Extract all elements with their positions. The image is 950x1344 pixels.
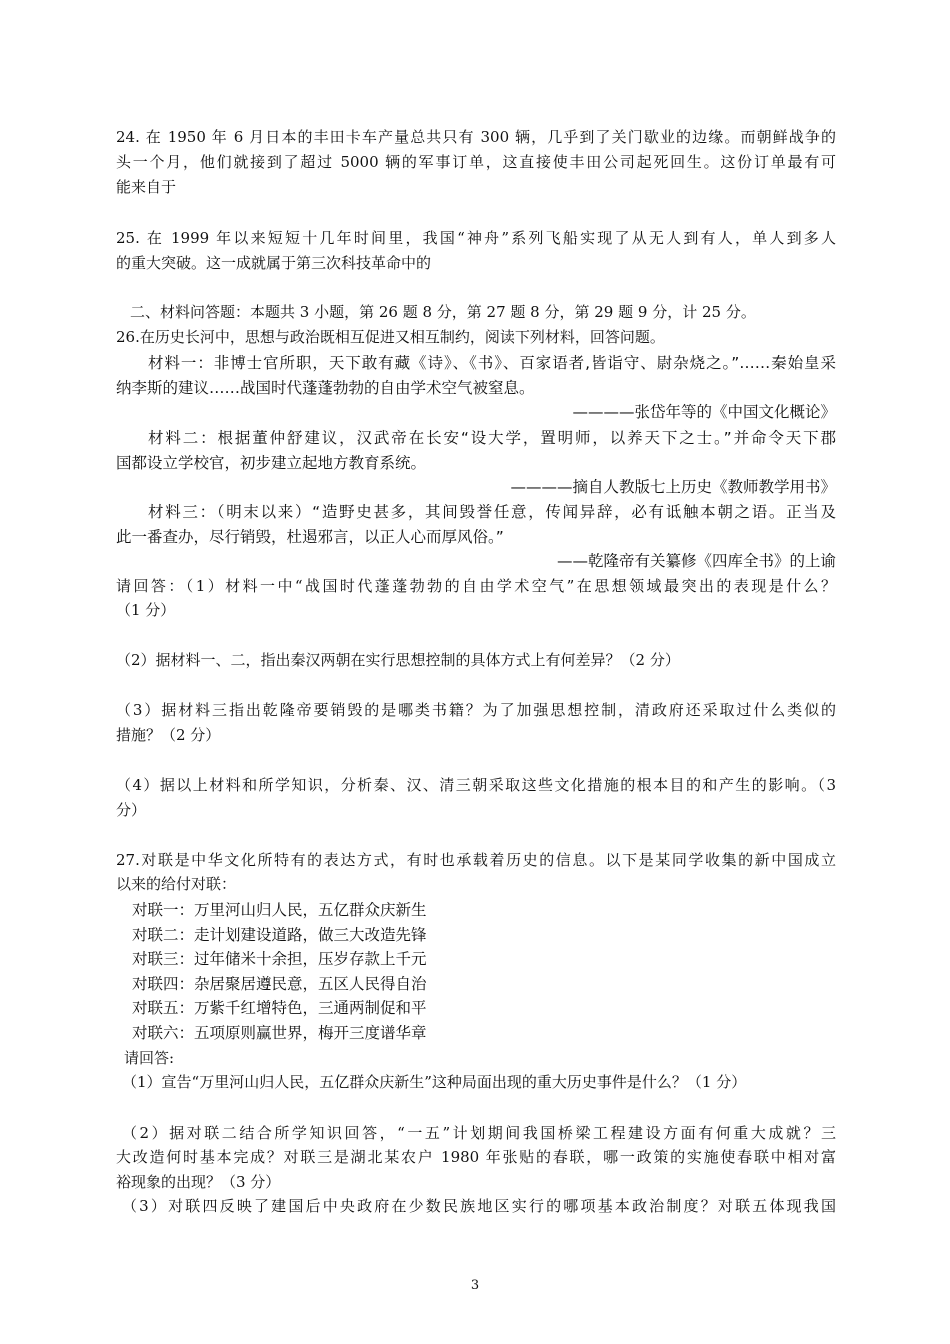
q27-couplet-1: 对联一：万里河山归人民，五亿群众庆新生 bbox=[132, 901, 427, 919]
q26-material-2-source: ————摘自人教版七上历史《教师教学用书》 bbox=[510, 478, 836, 496]
q26-sub3-line-1: （3）据材料三指出乾隆帝要销毁的是哪类书籍？为了加强思想控制，清政府还采取过什么类似的 bbox=[116, 701, 836, 719]
q24-line-2: 头一个月，他们就接到了超过 5000 辆的军事订单，这直接使丰田公司起死回生。这份订单最有可 bbox=[116, 153, 836, 171]
q27-sub2-line-2: 大改造何时基本完成？对联三是湖北某农户 1980 年张贴的春联，哪一政策的实施使春联中相对富 bbox=[116, 1148, 836, 1166]
q24-line-3: 能来自于 bbox=[116, 178, 177, 196]
q27-sub2-line-3: 裕现象的出现？（3 分） bbox=[116, 1173, 281, 1191]
q25-line-1: 25. 在 1999 年以来短短十几年时间里，我国“神舟”系列飞船实现了从无人到有人，单人到多人 bbox=[116, 229, 836, 247]
q24-line-1: 24. 在 1950 年 6 月日本的丰田卡车产量总共只有 300 辆，几乎到了关门歇业的边缘。而朝鲜战争的 bbox=[116, 128, 836, 146]
q26-sub2: （2）据材料一、二，指出秦汉两朝在实行思想控制的具体方式上有何差异？（2 分） bbox=[116, 651, 680, 669]
q26-material-2-line-2: 国都设立学校官，初步建立起地方教育系统。 bbox=[116, 454, 427, 472]
q26-sub1-line-1: 请回答：（1）材料一中“战国时代蓬蓬勃勃的自由学术空气”在思想领域最突出的表现是什么？ bbox=[116, 577, 836, 595]
q26-sub3-line-2: 措施？（2 分） bbox=[116, 726, 221, 744]
q27-sub2-line-1: （2）据对联二结合所学知识回答，“一五”计划期间我国桥梁工程建设方面有何重大成就？三 bbox=[122, 1124, 836, 1142]
q27-prompt: 请回答: bbox=[124, 1049, 175, 1067]
q27-couplet-4: 对联四：杂居聚居遵民意，五区人民得自治 bbox=[132, 975, 427, 993]
q27-couplet-3: 对联三：过年储米十余担，压岁存款上千元 bbox=[132, 950, 427, 968]
section-2-heading: 二、材料问答题：本题共 3 小题，第 26 题 8 分，第 27 题 8 分，第 29 题 9 分，计 25 分。 bbox=[130, 303, 756, 321]
q27-couplet-5: 对联五：万紫千红增特色，三通两制促和平 bbox=[132, 999, 427, 1017]
q27-sub3-line-1: （3）对联四反映了建国后中央政府在少数民族地区实行的哪项基本政治制度？对联五体现我国 bbox=[122, 1197, 836, 1215]
q26-sub4-line-1: （4）据以上材料和所学知识，分析秦、汉、清三朝采取这些文化措施的根本目的和产生的影响。（3 bbox=[116, 776, 836, 794]
q25-line-2: 的重大突破。这一成就属于第三次科技革命中的 bbox=[116, 254, 432, 272]
page-number: 3 bbox=[470, 1278, 480, 1293]
q26-material-1-line-1: 材料一：非博士官所职，天下敢有藏《诗》、《书》、百家语者,皆诣守、尉杂烧之。”……秦始皇采 bbox=[148, 354, 836, 372]
q27-intro-line-1: 27.对联是中华文化所特有的表达方式，有时也承载着历史的信息。以下是某同学收集的新中国成立 bbox=[116, 851, 836, 869]
q26-material-2-line-1: 材料二：根据董仲舒建议，汉武帝在长安“设大学，置明师，以养天下之士。”并命令天下郡 bbox=[148, 429, 836, 447]
q26-sub1-line-2: （1 分） bbox=[116, 601, 176, 619]
q26-material-3-source: ——乾隆帝有关纂修《四库全书》的上谕 bbox=[556, 552, 836, 570]
q26-sub4-line-2: 分） bbox=[116, 801, 147, 819]
q26-material-3-line-1: 材料三：（明末以来）“造野史甚多，其间毁誉任意，传闻异辞，必有诋触本朝之语。正当及 bbox=[148, 503, 836, 521]
q27-intro-line-2: 以来的给付对联： bbox=[116, 875, 237, 893]
q27-couplet-6: 对联六：五项原则赢世界，梅开三度谱华章 bbox=[132, 1024, 427, 1042]
q27-sub1: （1）宣告“万里河山归人民，五亿群众庆新生”这种局面出现的重大历史事件是什么？（1 分） bbox=[122, 1073, 747, 1091]
q27-couplet-2: 对联二：走计划建设道路，做三大改造先锋 bbox=[132, 926, 427, 944]
q26-material-1-line-2: 纳李斯的建议……战国时代蓬蓬勃勃的自由学术空气被窒息。 bbox=[116, 379, 535, 397]
q26-material-3-line-2: 此一番查办，尽行销毁，杜遏邪言，以正人心而厚风俗。” bbox=[116, 528, 504, 546]
q26-material-1-source: ————张岱年等的《中国文化概论》 bbox=[572, 403, 836, 421]
q26-intro: 26.在历史长河中，思想与政治既相互促进又相互制约，阅读下列材料，回答问题。 bbox=[116, 328, 665, 346]
